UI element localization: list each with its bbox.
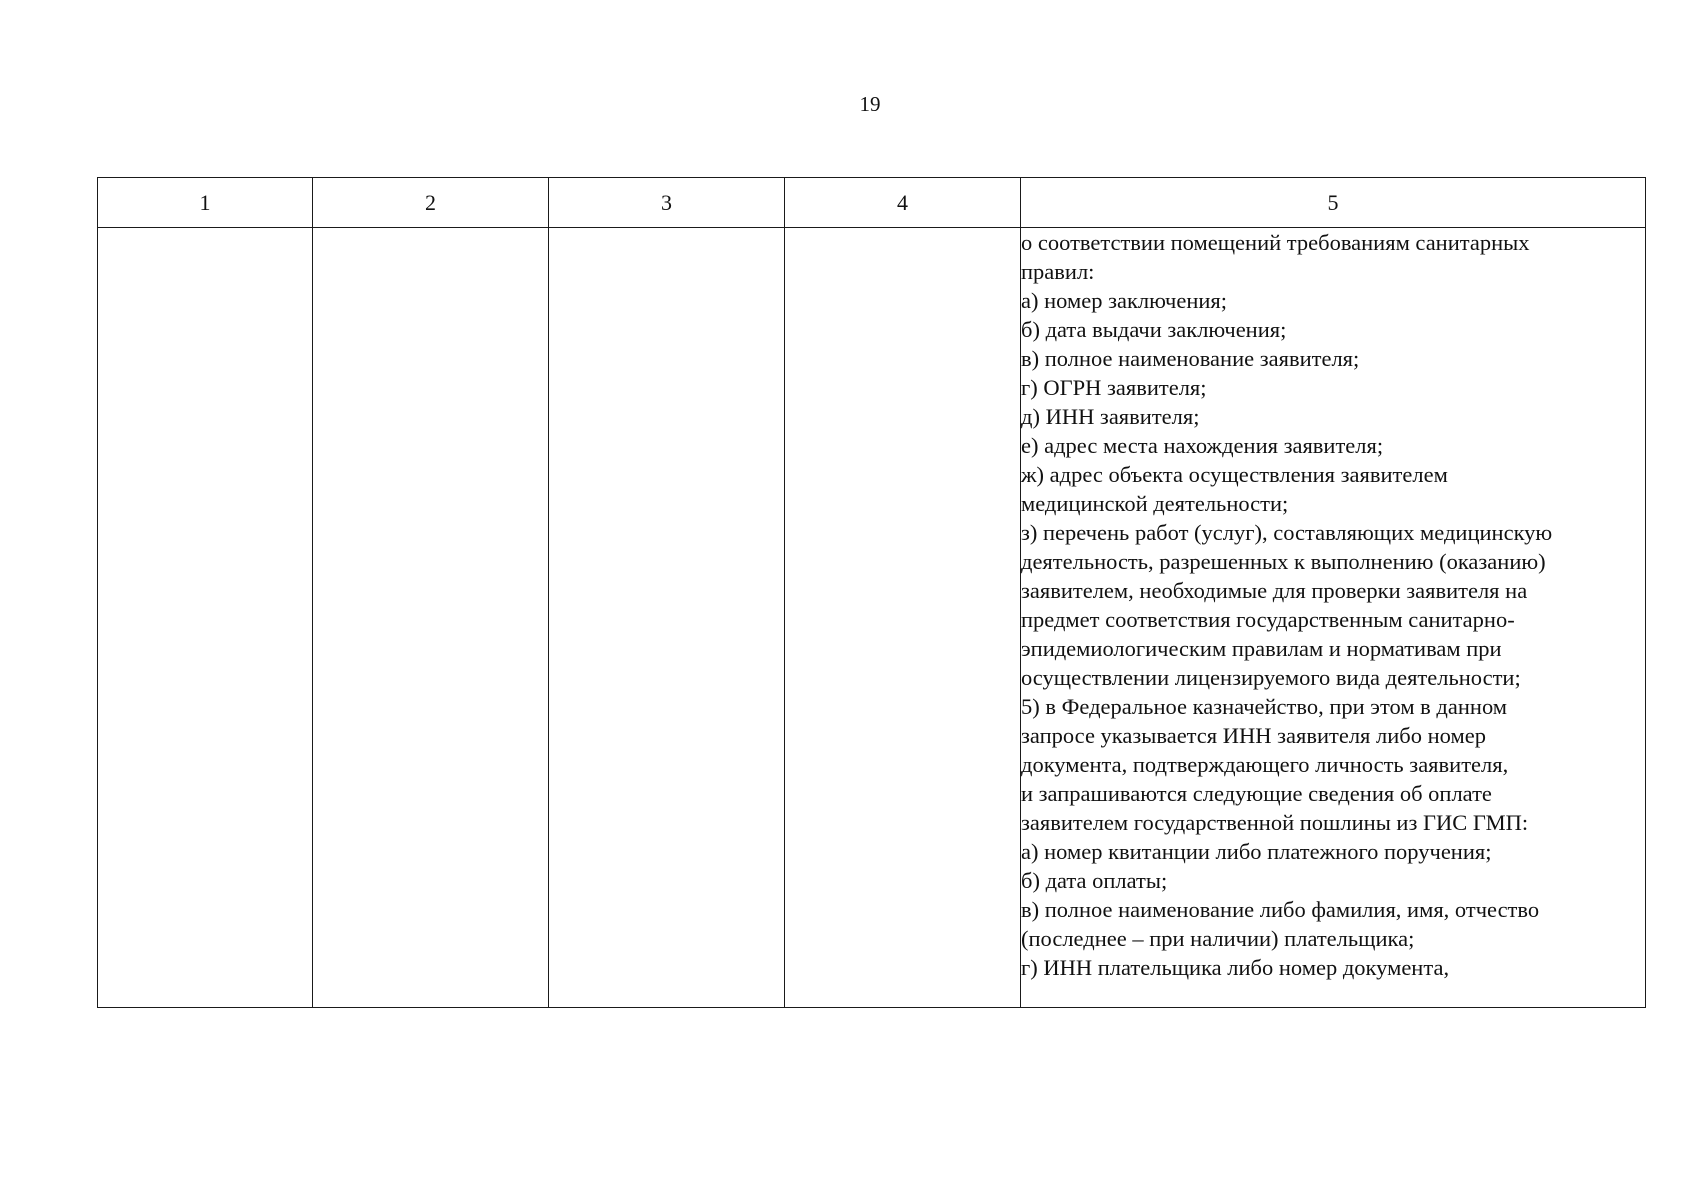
cell-col-3 [549, 228, 785, 1008]
text-line: а) номер заключения; [1021, 288, 1228, 313]
document-table [97, 177, 1646, 1008]
cell-col-2 [313, 228, 549, 1008]
column-header-1: 1 [98, 178, 313, 228]
text-line: (последнее – при наличии) плательщика; [1021, 926, 1415, 951]
text-line: д) ИНН заявителя; [1021, 404, 1200, 429]
text-line: о соответствии помещений требованиям санитарных [1021, 230, 1530, 255]
text-line: и запрашиваются следующие сведения об оплате [1021, 781, 1492, 806]
cell-col-5 [1021, 228, 1646, 1008]
text-line: е) адрес места нахождения заявителя; [1021, 433, 1384, 458]
cell-col-1 [98, 228, 313, 1008]
text-line: в) полное наименование заявителя; [1021, 346, 1360, 371]
text-line: г) ОГРН заявителя; [1021, 375, 1207, 400]
column-header-2: 2 [313, 178, 549, 228]
text-line: медицинской деятельности; [1021, 491, 1289, 516]
table-row [98, 228, 1646, 1008]
column-header-3: 3 [549, 178, 785, 228]
text-line: а) номер квитанции либо платежного поручения; [1021, 839, 1492, 864]
text-line: г) ИНН плательщика либо номер документа, [1021, 955, 1450, 980]
page-number: 19 [859, 92, 881, 116]
text-line: заявителем государственной пошлины из ГИС ГМП: [1021, 810, 1529, 835]
column-header-4: 4 [785, 178, 1021, 228]
column-header-5: 5 [1021, 178, 1646, 228]
text-line: 5) в Федеральное казначейство, при этом в данном [1021, 694, 1508, 719]
text-line: деятельность, разрешенных к выполнению (оказанию) [1021, 549, 1546, 574]
text-line: осуществлении лицензируемого вида деятельности; [1021, 665, 1521, 690]
text-line: з) перечень работ (услуг), составляющих медицинскую [1021, 520, 1553, 545]
text-line: заявителем, необходимые для проверки заявителя на [1021, 578, 1528, 603]
table-header-row [98, 178, 1646, 228]
text-line: ж) адрес объекта осуществления заявителем [1021, 462, 1448, 487]
text-line: документа, подтверждающего личность заявителя, [1021, 752, 1509, 777]
text-line: предмет соответствия государственным санитарно- [1021, 607, 1515, 632]
text-line: правил: [1021, 259, 1095, 284]
text-line: эпидемиологическим правилам и нормативам при [1021, 636, 1502, 661]
text-line: б) дата оплаты; [1021, 868, 1168, 893]
text-line: в) полное наименование либо фамилия, имя, отчество [1021, 897, 1540, 922]
text-line: б) дата выдачи заключения; [1021, 317, 1287, 342]
cell-col-4 [785, 228, 1021, 1008]
text-line: запросе указывается ИНН заявителя либо номер [1021, 723, 1486, 748]
